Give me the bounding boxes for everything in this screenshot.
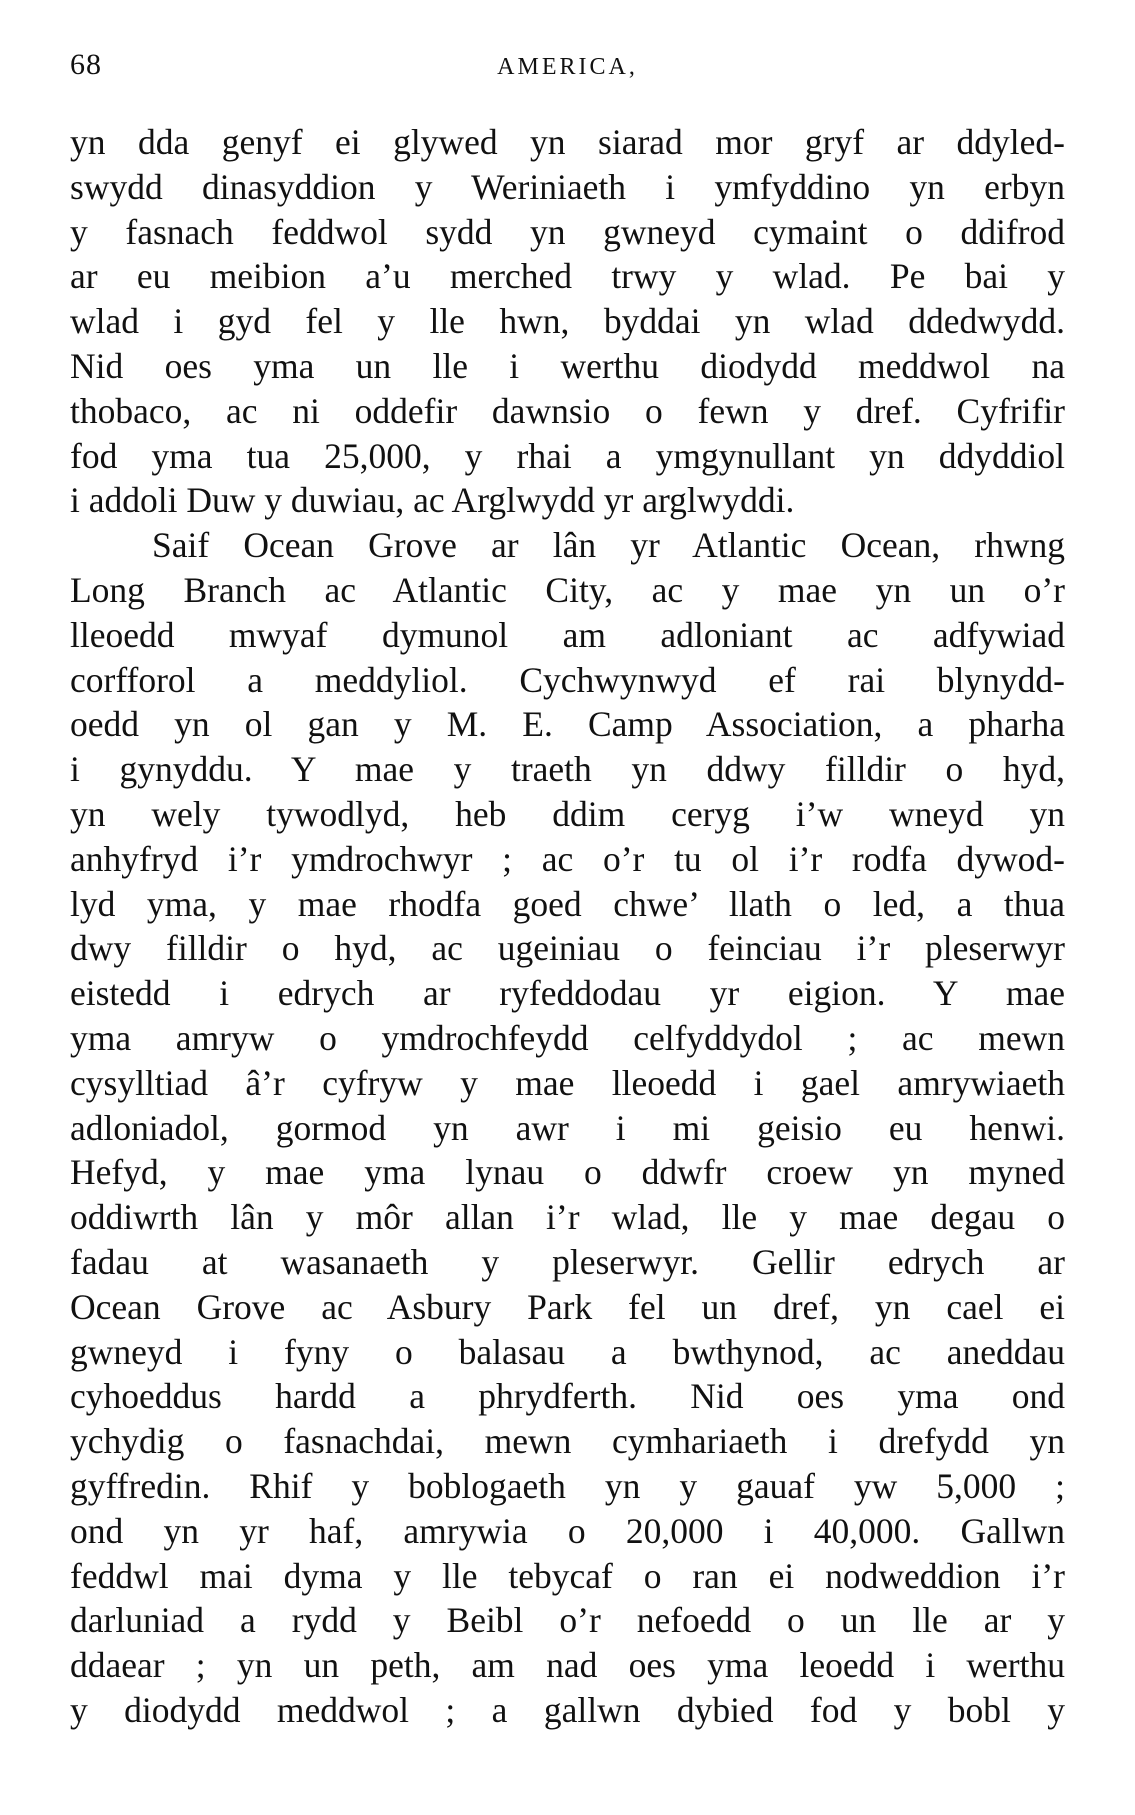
text-line: feddwl mai dyma y lle tebycaf o ran ei nodweddion i’r [70,1555,1065,1596]
text-line: cysylltiad â’r cyfryw y mae lleoedd i gael amrywiaeth [70,1062,1065,1103]
text-line: corfforol a meddyliol. Cychwynwyd ef rai blynydd- [70,659,1065,700]
text-line: i gynyddu. Y mae y traeth yn ddwy filldir o hyd, [70,749,1065,790]
page-number: 68 [70,48,102,81]
text-line: i addoli Duw y duwiau, ac Arglwydd yr arglwyddi. [70,480,795,521]
text-line: fod yma tua 25,000, y rhai a ymgynullant yn ddyddiol [70,435,1065,476]
body-text [70,120,1065,1733]
text-line: ond yn yr haf, amrywia o 20,000 i 40,000. Gallwn [70,1510,1065,1551]
text-line: oedd yn ol gan y M. E. Camp Association, a pharha [70,704,1065,745]
text-line: gwneyd i fyny o balasau a bwthynod, ac aneddau [70,1331,1065,1372]
text-line: anhyfryd i’r ymdrochwyr ; ac o’r tu ol i’r rodfa dywod- [70,838,1065,879]
text-line: oddiwrth lân y môr allan i’r wlad, lle y mae degau o [70,1197,1065,1238]
text-line: fadau at wasanaeth y pleserwyr. Gellir edrych ar [70,1241,1065,1282]
text-line: darluniad a rydd y Beibl o’r nefoedd o un lle ar y [70,1600,1065,1641]
running-head: AMERICA, [497,54,638,80]
text-line: y diodydd meddwol ; a gallwn dybied fod y bobl y [70,1689,1065,1730]
text-line: Nid oes yma un lle i werthu diodydd meddwol na [70,345,1065,386]
page-header [70,48,1065,88]
text-line: lyd yma, y mae rhodfa goed chwe’ llath o led, a thua [70,883,1065,924]
text-line: Ocean Grove ac Asbury Park fel un dref, yn cael ei [70,1286,1065,1327]
text-line: Hefyd, y mae yma lynau o ddwfr croew yn myned [70,1152,1065,1193]
text-line: y fasnach feddwol sydd yn gwneyd cymaint o ddifrod [70,211,1065,252]
text-line: swydd dinasyddion y Weriniaeth i ymfyddino yn erbyn [70,166,1065,207]
text-line: yn wely tywodlyd, heb ddim ceryg i’w wneyd yn [70,793,1065,834]
text-line: cyhoeddus hardd a phrydferth. Nid oes yma ond [70,1376,1065,1417]
text-line: yma amryw o ymdrochfeydd celfyddydol ; ac mewn [70,1017,1065,1058]
text-line: wlad i gyd fel y lle hwn, byddai yn wlad ddedwydd. [70,301,1065,342]
text-line: Long Branch ac Atlantic City, ac y mae yn un o’r [70,569,1065,610]
text-line: gyffredin. Rhif y boblogaeth yn y gauaf yw 5,000 ; [70,1465,1065,1506]
paragraph-start-line: Saif Ocean Grove ar lân yr Atlantic Ocean, rhwng [152,525,1065,566]
text-line: ar eu meibion a’u merched trwy y wlad. Pe bai y [70,256,1065,297]
text-line: yn dda genyf ei glywed yn siarad mor gryf ar ddyled- [70,122,1065,162]
text-line: ddaear ; yn un peth, am nad oes yma leoedd i werthu [70,1645,1065,1686]
text-line: thobaco, ac ni oddefir dawnsio o fewn y dref. Cyfrifir [70,390,1065,431]
text-line: eistedd i edrych ar ryfeddodau yr eigion. Y mae [70,973,1065,1014]
text-line: adloniadol, gormod yn awr i mi geisio eu henwi. [70,1107,1065,1148]
text-line: lleoedd mwyaf dymunol am adloniant ac adfywiad [70,614,1065,655]
text-line: ychydig o fasnachdai, mewn cymhariaeth i drefydd yn [70,1421,1065,1462]
text-line: dwy filldir o hyd, ac ugeiniau o feinciau i’r pleserwyr [70,928,1065,969]
